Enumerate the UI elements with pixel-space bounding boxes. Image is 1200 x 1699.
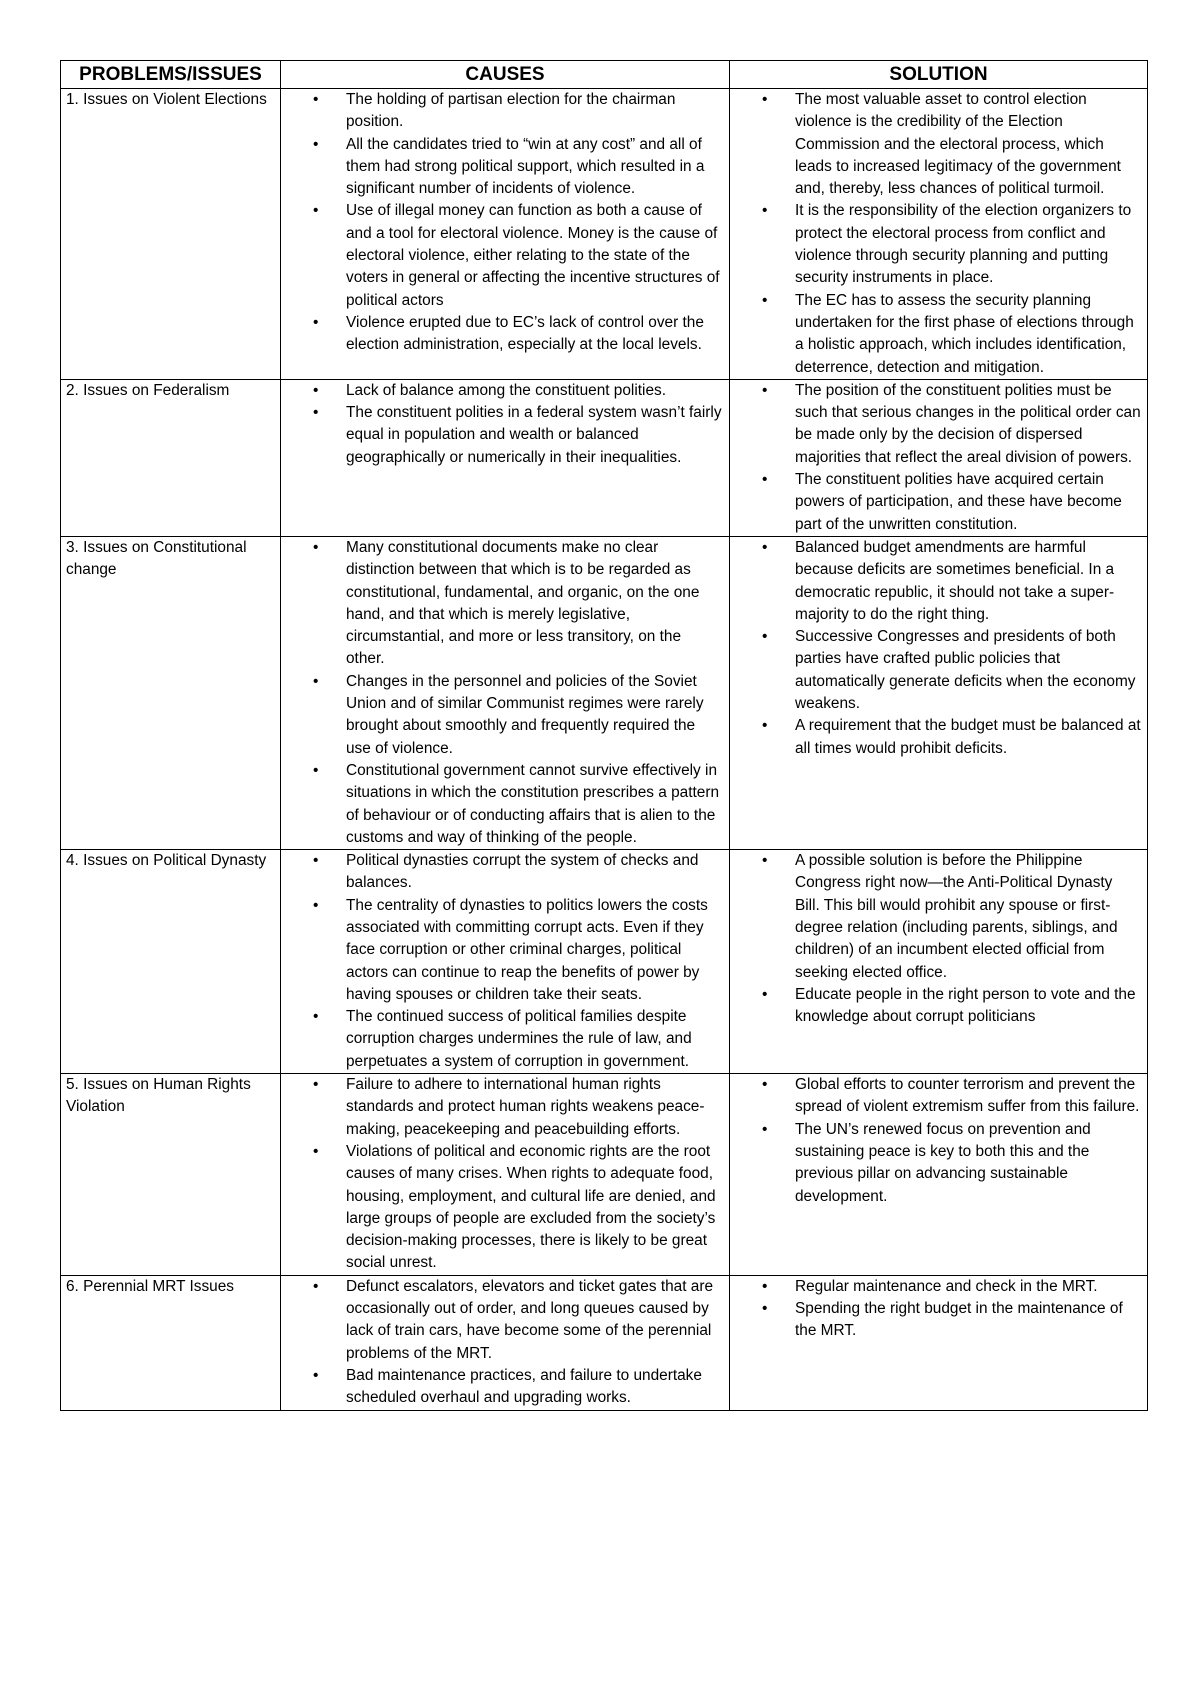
problem-cell: 3. Issues on Constitutional change <box>61 536 281 849</box>
solution-cell <box>730 1074 1148 1276</box>
causes-cell <box>281 89 730 380</box>
solutions-list <box>735 1276 1141 1343</box>
header-problems: PROBLEMS/ISSUES <box>61 61 281 89</box>
causes-cell <box>281 850 730 1074</box>
causes-cell <box>281 379 730 536</box>
cause-item: • Violence erupted due to EC’s lack of control over the election administration, especially at the local levels. <box>346 312 723 357</box>
problem-cell: 6. Perennial MRT Issues <box>61 1275 281 1410</box>
causes-list <box>286 89 723 357</box>
cause-item: • Lack of balance among the constituent polities. <box>346 380 723 402</box>
header-solution: SOLUTION <box>730 61 1148 89</box>
solution-item: • A requirement that the budget must be balanced at all times would prohibit deficits. <box>795 715 1141 760</box>
solution-item: • It is the responsibility of the election organizers to protect the electoral process from conflict and violence through security planning and putting security instruments in place. <box>795 200 1141 289</box>
cause-item: • The holding of partisan election for the chairman position. <box>346 89 723 134</box>
solution-item: • Global efforts to counter terrorism and prevent the spread of violent extremism suffer from this failure. <box>795 1074 1141 1119</box>
cause-item: • Constitutional government cannot survive effectively in situations in which the constitution prescribes a pattern of behaviour or of conducting affairs that is alien to the customs and way of thinking of the people. <box>346 760 723 849</box>
table-body <box>61 89 1148 1411</box>
table-row <box>61 536 1148 849</box>
solution-item: • Educate people in the right person to vote and the knowledge about corrupt politicians <box>795 984 1141 1029</box>
solution-item: • The position of the constituent polities must be such that serious changes in the political order can be made only by the decision of dispersed majorities that reflect the areal division of powers. <box>795 380 1141 469</box>
causes-list <box>286 380 723 469</box>
solutions-list <box>735 89 1141 379</box>
issues-table <box>60 60 1148 1411</box>
cause-item: • All the candidates tried to “win at any cost” and all of them had strong political support, which resulted in a significant number of incidents of violence. <box>346 134 723 201</box>
cause-item: • Failure to adhere to international human rights standards and protect human rights weakens peace- making, peacekeeping and peacebuilding efforts. <box>346 1074 723 1141</box>
solution-item: • A possible solution is before the Philippine Congress right now—the Anti-Political Dynasty Bill. This bill would prohibit any spouse or first-degree relation (including parents, siblings, and children) of an incumbent elected official from seeking elected office. <box>795 850 1141 984</box>
causes-list <box>286 1276 723 1410</box>
problem-cell: 2. Issues on Federalism <box>61 379 281 536</box>
problem-cell: 1. Issues on Violent Elections <box>61 89 281 380</box>
cause-item: • The constituent polities in a federal system wasn’t fairly equal in population and wealth or balanced geographically or numerically in their inequalities. <box>346 402 723 469</box>
causes-cell <box>281 1275 730 1410</box>
causes-list <box>286 850 723 1073</box>
table-row <box>61 379 1148 536</box>
cause-item: • Political dynasties corrupt the system of checks and balances. <box>346 850 723 895</box>
causes-cell <box>281 536 730 849</box>
causes-cell <box>281 1074 730 1276</box>
cause-item: • Many constitutional documents make no clear distinction between that which is to be regarded as constitutional, fundamental, and organic, on the one hand, and that which is merely legislative, circumstantial, and more or less transitory, on the other. <box>346 537 723 671</box>
solution-item: • Successive Congresses and presidents of both parties have crafted public policies that automatically generate deficits when the economy weakens. <box>795 626 1141 715</box>
solutions-list <box>735 1074 1141 1208</box>
solution-item: • Balanced budget amendments are harmful because deficits are sometimes beneficial. In a democratic republic, it should not take a super-majority to do the right thing. <box>795 537 1141 626</box>
solution-cell <box>730 536 1148 849</box>
cause-item: • Violations of political and economic rights are the root causes of many crises. When rights to adequate food, housing, employment, and cultural life are denied, and large groups of people are excluded from the society’s decision-making processes, there is likely to be great social unrest. <box>346 1141 723 1275</box>
cause-item: • Changes in the personnel and policies of the Soviet Union and of similar Communist regimes were rarely brought about smoothly and frequently required the use of violence. <box>346 671 723 760</box>
solution-cell <box>730 89 1148 380</box>
solution-item: • Spending the right budget in the maintenance of the MRT. <box>795 1298 1141 1343</box>
causes-list <box>286 1074 723 1275</box>
solution-item: • The UN’s renewed focus on prevention and sustaining peace is key to both this and the previous pillar on advancing sustainable development. <box>795 1119 1141 1208</box>
solutions-list <box>735 380 1141 536</box>
causes-list <box>286 537 723 849</box>
table-row <box>61 1275 1148 1410</box>
solution-cell <box>730 850 1148 1074</box>
solutions-list <box>735 850 1141 1028</box>
table-row <box>61 89 1148 380</box>
cause-item: • Defunct escalators, elevators and ticket gates that are occasionally out of order, and long queues caused by lack of train cars, have become some of the perennial problems of the MRT. <box>346 1276 723 1365</box>
header-causes: CAUSES <box>281 61 730 89</box>
problem-cell: 5. Issues on Human Rights Violation <box>61 1074 281 1276</box>
solutions-list <box>735 537 1141 760</box>
table-row <box>61 1074 1148 1276</box>
table-header-row <box>61 61 1148 89</box>
solution-item: • Regular maintenance and check in the MRT. <box>795 1276 1141 1298</box>
table-row <box>61 850 1148 1074</box>
solution-item: • The most valuable asset to control election violence is the credibility of the Election Commission and the electoral process, which leads to increased legitimacy of the government and, thereby, less chances of political turmoil. <box>795 89 1141 200</box>
cause-item: • Use of illegal money can function as both a cause of and a tool for electoral violence. Money is the cause of electoral violence, either relating to the state of the voters in general or affecting the incentive structures of political actors <box>346 200 723 311</box>
problem-cell: 4. Issues on Political Dynasty <box>61 850 281 1074</box>
solution-cell <box>730 1275 1148 1410</box>
solution-item: • The constituent polities have acquired certain powers of participation, and these have become part of the unwritten constitution. <box>795 469 1141 536</box>
solution-cell <box>730 379 1148 536</box>
cause-item: • The continued success of political families despite corruption charges undermines the rule of law, and perpetuates a system of corruption in government. <box>346 1006 723 1073</box>
cause-item: • The centrality of dynasties to politics lowers the costs associated with committing corrupt acts. Even if they face corruption or other criminal charges, political actors can continue to reap the benefits of power by having spouses or children take their seats. <box>346 895 723 1006</box>
cause-item: • Bad maintenance practices, and failure to undertake scheduled overhaul and upgrading works. <box>346 1365 723 1410</box>
solution-item: • The EC has to assess the security planning undertaken for the first phase of elections through a holistic approach, which includes identification, deterrence, detection and mitigation. <box>795 290 1141 379</box>
